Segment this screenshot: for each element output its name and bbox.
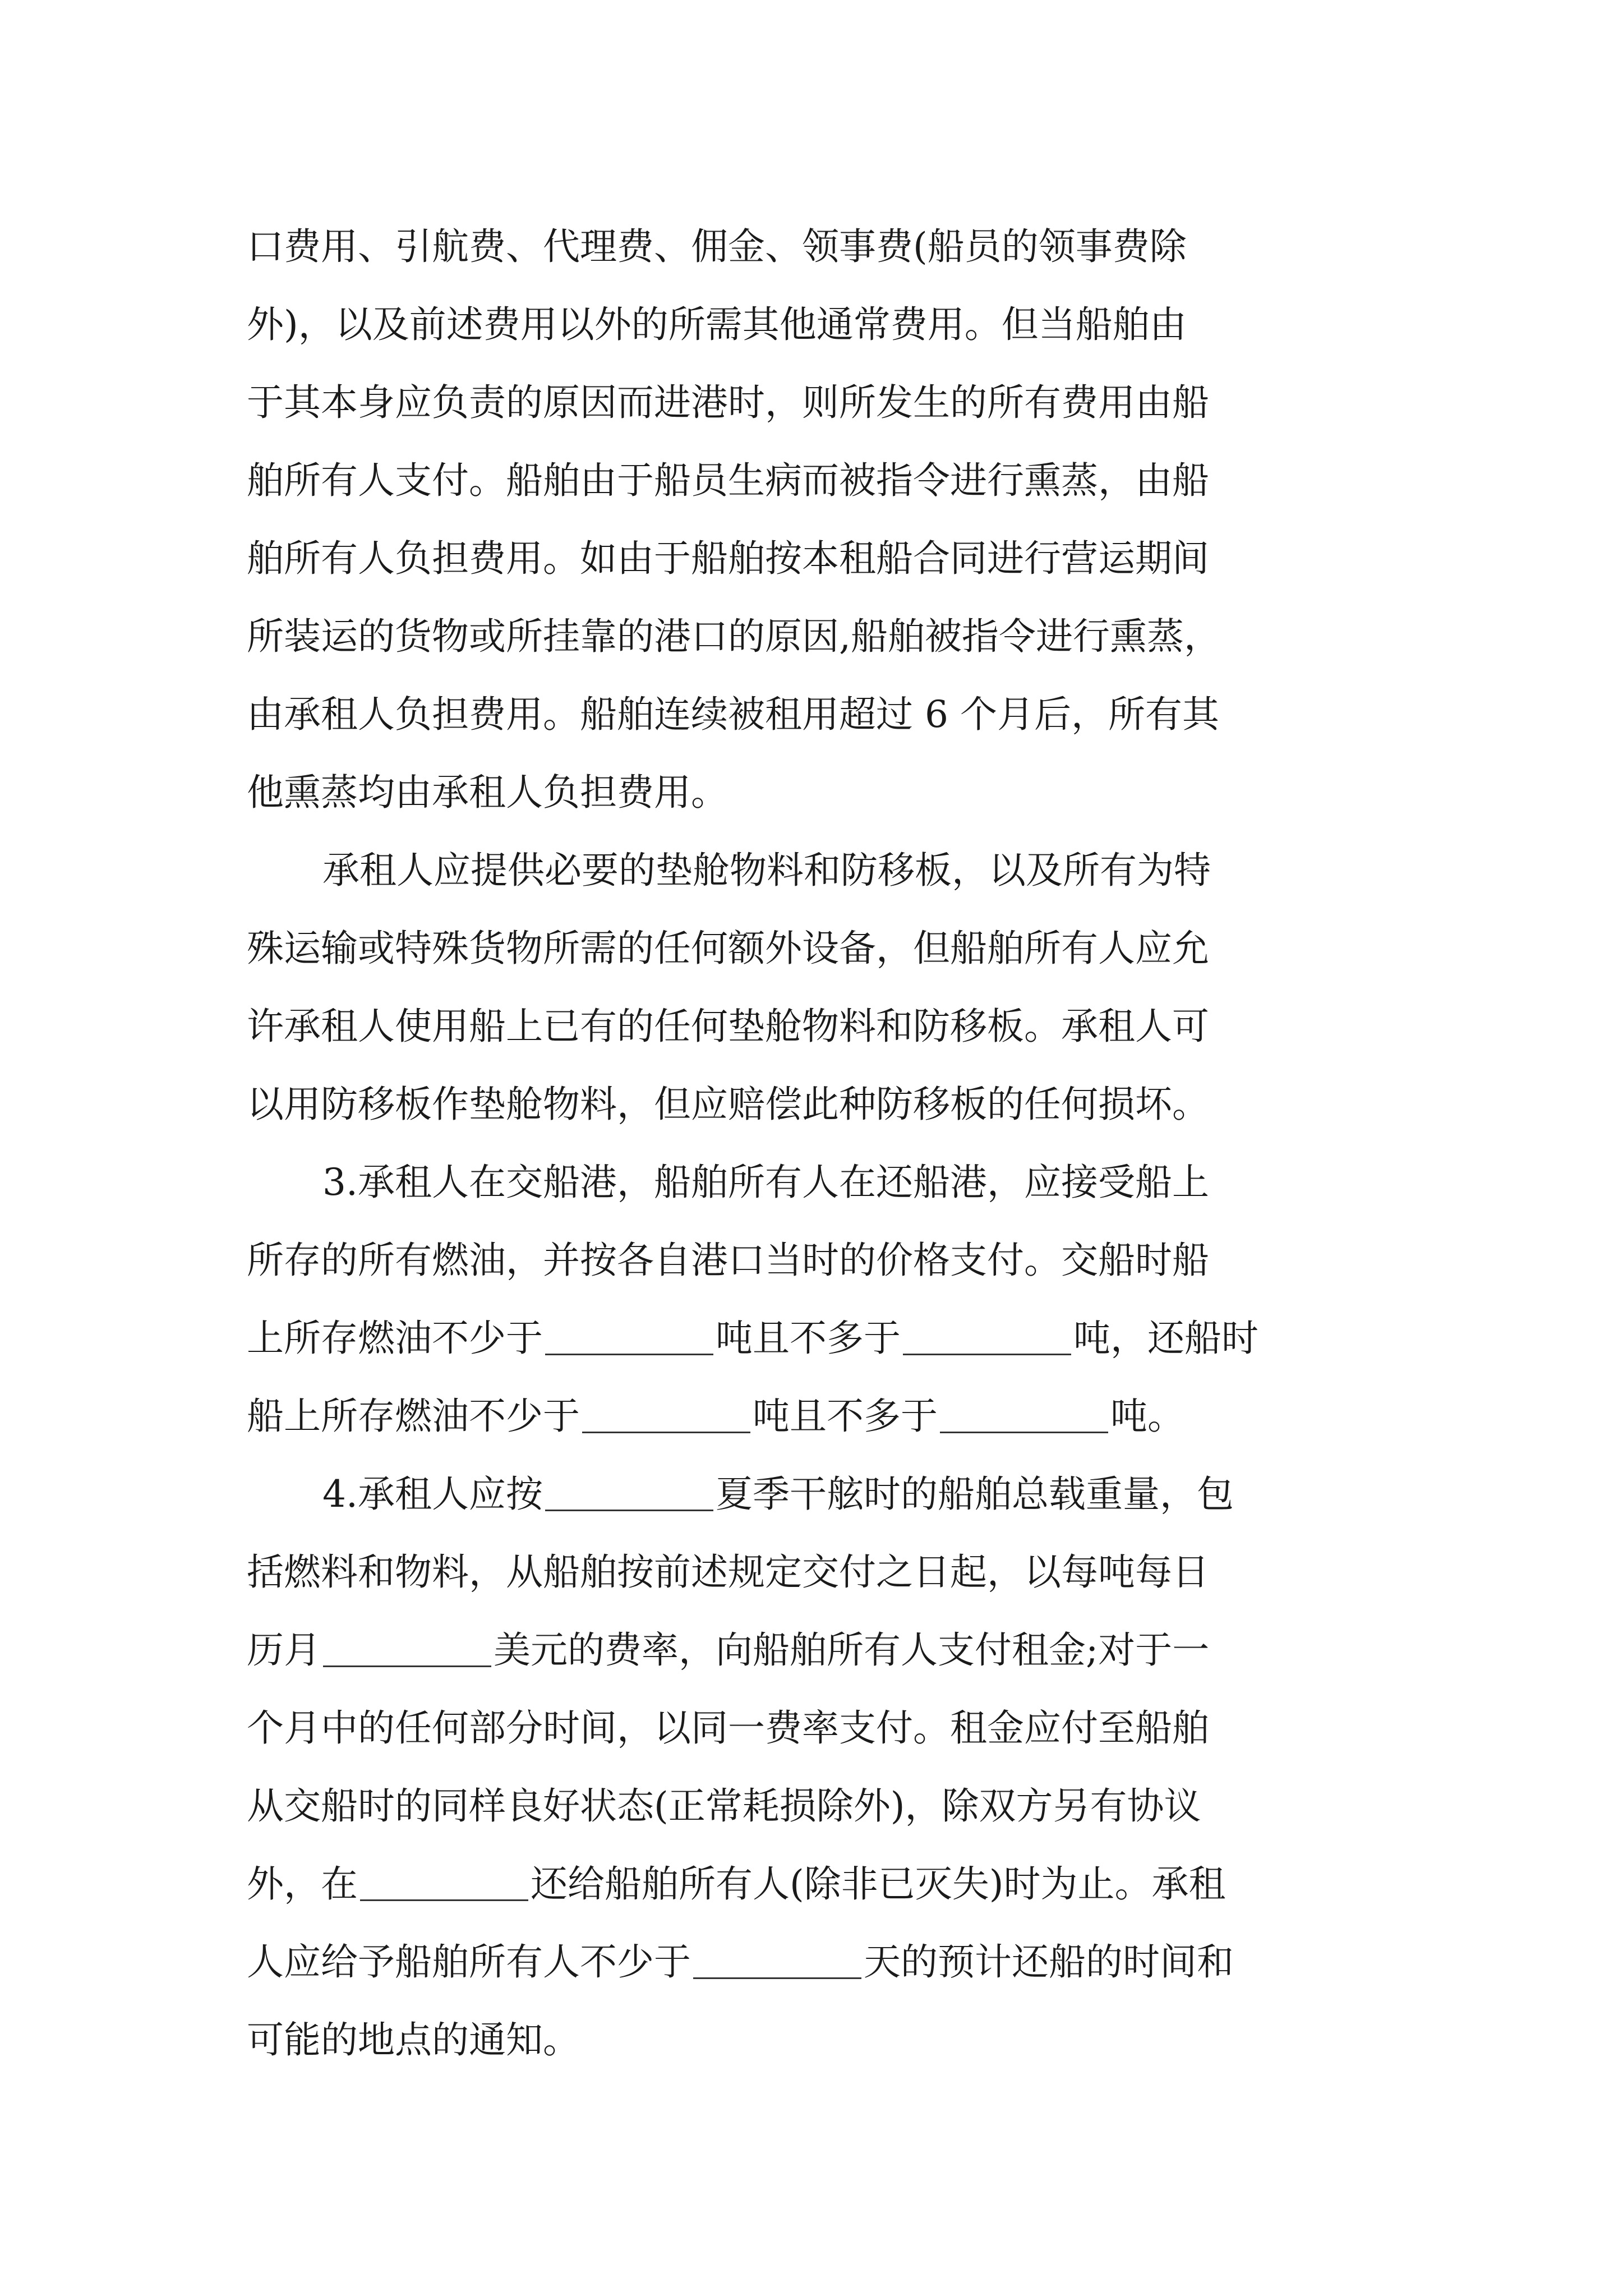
text-line bbox=[247, 1455, 1385, 1533]
text-line bbox=[247, 1845, 1385, 1923]
text-line bbox=[247, 675, 1385, 753]
text-segment: 舶所有人负担费用。如由于船舶按本租船合同进行营运期间 bbox=[247, 537, 1209, 580]
text-line bbox=[247, 753, 1385, 831]
text-segment: 所装运的货物或所挂靠的港口的原因,船舶被指令进行熏蒸， bbox=[247, 615, 1221, 658]
text-segment: 由承租人负担费用。船舶连续被租用超过 6 个月后，所有其 bbox=[247, 693, 1219, 736]
text-line bbox=[247, 441, 1385, 519]
text-segment: 外，在 bbox=[247, 1862, 358, 1906]
text-segment: 天的预计还船的时间和 bbox=[864, 1940, 1234, 1984]
text-segment: 许承租人使用船上已有的任何垫舱物料和防移板。承租人可 bbox=[247, 1005, 1209, 1048]
text-segment: 外)，以及前述费用以外的所需其他通常费用。但当船舶由 bbox=[247, 303, 1187, 346]
text-segment: 口费用、引航费、代理费、佣金、领事费(船员的领事费除 bbox=[247, 225, 1187, 268]
text-segment: 吨。 bbox=[1110, 1395, 1184, 1438]
fill-in-blank bbox=[693, 1940, 861, 1979]
text-line bbox=[247, 364, 1385, 441]
paragraph bbox=[247, 208, 1385, 831]
text-segment: 承租人应提供必要的垫舱物料和防移板，以及所有为特 bbox=[322, 849, 1211, 892]
text-segment: 从交船时的同样良好状态(正常耗损除外)，除双方另有协议 bbox=[247, 1784, 1201, 1828]
text-segment: 殊运输或特殊货物所需的任何额外设备，但船舶所有人应允 bbox=[247, 927, 1209, 970]
text-segment: 他熏蒸均由承租人负担费用。 bbox=[247, 771, 728, 814]
text-segment: 3.承租人在交船港，船舶所有人在还船港，应接受船上 bbox=[322, 1161, 1209, 1204]
text-segment: 美元的费率，向船舶所有人支付租金;对于一 bbox=[494, 1628, 1210, 1672]
text-line bbox=[247, 987, 1385, 1065]
text-line bbox=[247, 597, 1385, 675]
fill-in-blank bbox=[940, 1395, 1108, 1433]
fill-in-blank bbox=[360, 1862, 528, 1901]
text-line bbox=[247, 286, 1385, 364]
text-line bbox=[247, 1143, 1385, 1221]
text-line bbox=[247, 1065, 1385, 1143]
text-line bbox=[247, 1923, 1385, 2001]
text-segment: 人应给予船舶所有人不少于 bbox=[247, 1940, 691, 1984]
text-segment: 上所存燃油不少于 bbox=[247, 1317, 543, 1360]
fill-in-blank bbox=[545, 1473, 713, 1511]
text-line bbox=[247, 1377, 1385, 1455]
paragraph bbox=[247, 831, 1385, 1143]
fill-in-blank bbox=[545, 1317, 713, 1355]
text-line bbox=[247, 208, 1385, 286]
text-segment: 于其本身应负责的原因而进港时，则所发生的所有费用由船 bbox=[247, 381, 1209, 424]
text-line bbox=[247, 2001, 1385, 2079]
text-segment: 吨且不多于 bbox=[716, 1317, 901, 1360]
text-segment: 历月 bbox=[247, 1628, 321, 1672]
fill-in-blank bbox=[582, 1395, 750, 1433]
text-line bbox=[247, 1689, 1385, 1767]
document-body bbox=[247, 208, 1385, 2079]
text-segment: 4.承租人应按 bbox=[322, 1473, 543, 1516]
text-segment: 舶所有人支付。船舶由于船员生病而被指令进行熏蒸，由船 bbox=[247, 459, 1209, 502]
text-line bbox=[247, 909, 1385, 987]
text-segment: 还给船舶所有人(除非已灭失)时为止。承租 bbox=[531, 1862, 1226, 1906]
text-segment: 个月中的任何部分时间，以同一费率支付。租金应付至船舶 bbox=[247, 1706, 1209, 1750]
text-segment: 括燃料和物料，从船舶按前述规定交付之日起，以每吨每日 bbox=[247, 1550, 1209, 1594]
text-line bbox=[247, 1299, 1385, 1377]
fill-in-blank bbox=[903, 1317, 1071, 1355]
text-line bbox=[247, 1767, 1385, 1845]
paragraph bbox=[247, 1455, 1385, 2079]
text-segment: 船上所存燃油不少于 bbox=[247, 1395, 580, 1438]
text-line bbox=[247, 519, 1385, 597]
paragraph bbox=[247, 1143, 1385, 1455]
text-segment: 以用防移板作垫舱物料，但应赔偿此种防移板的任何损坏。 bbox=[247, 1083, 1209, 1126]
text-line bbox=[247, 1533, 1385, 1611]
text-line bbox=[247, 1611, 1385, 1689]
text-line bbox=[247, 1221, 1385, 1299]
text-segment: 可能的地点的通知。 bbox=[247, 2018, 580, 2062]
text-segment: 吨，还船时 bbox=[1073, 1317, 1258, 1360]
text-line bbox=[247, 831, 1385, 909]
text-segment: 夏季干舷时的船舶总载重量，包 bbox=[715, 1473, 1234, 1516]
text-segment: 所存的所有燃油，并按各自港口当时的价格支付。交船时船 bbox=[247, 1239, 1209, 1282]
text-segment: 吨且不多于 bbox=[753, 1395, 938, 1438]
fill-in-blank bbox=[323, 1628, 491, 1667]
